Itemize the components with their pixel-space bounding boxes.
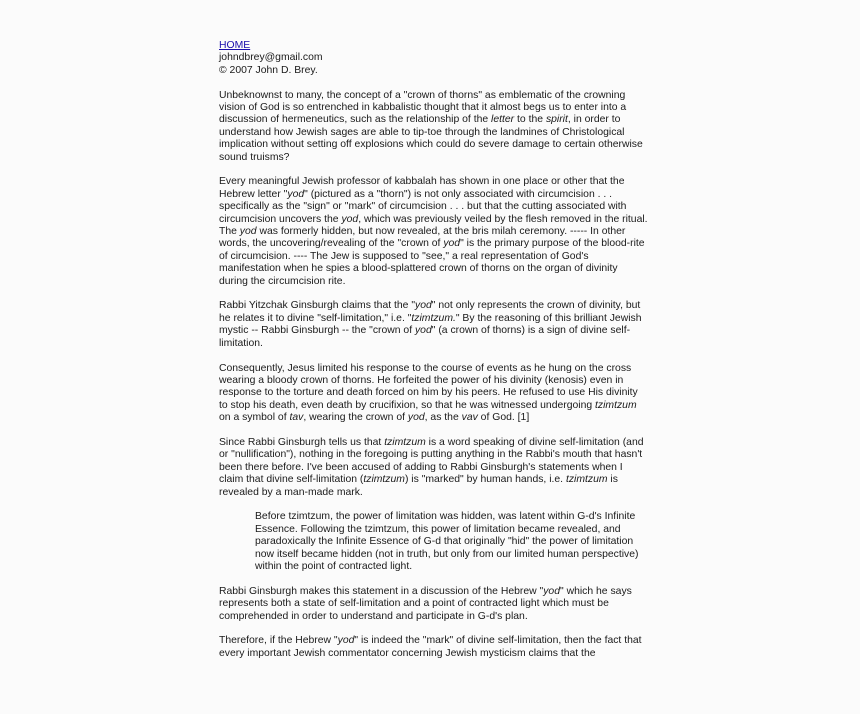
text-run: is a word speaking of divine self-limitation (and or "nullification"), nothing in the foregoing is putting anything in the Rabbi's mouth that hasn't been there before. I've been accused of adding to Rabbi Ginsburgh's statements when I claim that divine self-limitation ( (219, 436, 644, 486)
paragraph (219, 586, 649, 623)
paragraph (219, 90, 649, 164)
text-run: " By the reasoning of this brilliant Jewish mystic -- Rabbi Ginsburgh -- the "crown of (219, 312, 642, 337)
text-run: to the (514, 114, 546, 126)
italic-term: tav (289, 412, 304, 424)
text-run: on a symbol of (219, 412, 290, 424)
text-run: Consequently, Jesus limited his response to the course of events as he hung on the cross wearing a bloody crown of thorns. He forfeited the power of his divinity (kenosis) even in response to the torture and death forced on him by his peers. He refused to use His divinity to stop his death, even death by crucifixion, so that he was witnessed undergoing (219, 362, 638, 411)
italic-term: yod (287, 188, 305, 200)
text-run: " (pictured as a "thorn") is not only associated with circumcision . . . specifically as the "sign" or "mark" of circumcision . . . but that the cutting associated with circumcision uncovers the (219, 188, 627, 225)
text-run: " is indeed the "mark" of divine self-limitation, then the fact that every important Jewish commentator concerning Jewish mysticism claims that the (219, 635, 642, 659)
text-run: is revealed by a man-made mark. (219, 474, 618, 498)
italic-term: tzimtzum. (411, 312, 456, 324)
block-quote: Before tzimtzum, the power of limitation was hidden, was latent within G-d's Infinite Essence. Following the tzimtzum, this power of limitation became revealed, and paradoxically the Infinite Essence of G-d that originally "hid" the power of limitation now itself became hidden (not in truth, but only from our limited human perspective) within the point of contracted light. (255, 511, 639, 572)
copyright-notice: © 2007 John D. Brey. (219, 64, 318, 76)
italic-term: yod (239, 226, 257, 238)
text-run: Rabbi Yitzchak Ginsburgh claims that the " (219, 300, 416, 312)
italic-term: yod (443, 238, 461, 250)
text-run: Unbeknownst to many, the concept of a "crown of thorns" as emblematic of the crowning vision of God is so entrenched in kabbalistic thought that it almost begs us to enter into a discussion of hermeneutics, such as the relationship of the (219, 89, 627, 126)
text-run: " is the primary purpose of the blood-rite of circumcision. ---- The Jew is supposed to "see," a real representation of God's manifestation when he spies a blood-splattered crown of thorns on the organ of divinity during the circumcision rite. (219, 238, 645, 287)
paragraph (219, 635, 649, 660)
text-run: Every meaningful Jewish professor of kabbalah has shown in one place or other that the Hebrew letter " (219, 176, 625, 200)
document-header (219, 40, 649, 77)
text-run: , which was previously veiled by the flesh removed in the ritual. The (219, 213, 648, 238)
italic-term: spirit (545, 114, 568, 126)
italic-term: yod (543, 585, 560, 597)
document-page (219, 40, 649, 673)
paragraph (219, 300, 649, 350)
italic-term: yod (414, 325, 432, 337)
text-run: " not only represents the crown of divinity, but he relates it to divine "self-limitation," i.e. " (219, 300, 641, 324)
italic-term: tzimtzum (384, 436, 426, 448)
italic-term: yod (415, 300, 432, 312)
text-run: , in order to understand how Jewish sages are able to tip-toe through the landmines of Christological implication without setting off explosions which could do severe damage to certain otherwise sound truisms? (219, 114, 643, 163)
paragraph (219, 437, 649, 499)
italic-term: yod (337, 635, 355, 647)
italic-term: vav (461, 412, 478, 424)
text-run: of God. [1] (477, 412, 530, 424)
italic-term: tzimtzum (595, 399, 637, 411)
text-run: Therefore, if the Hebrew " (219, 635, 338, 647)
text-run: ) is "marked" by human hands, i.e. (404, 474, 566, 486)
italic-term: letter (491, 114, 515, 126)
text-run: , as the (424, 412, 462, 424)
home-link[interactable]: HOME (219, 40, 251, 51)
text-run: Since Rabbi Ginsburgh tells us that (219, 436, 385, 448)
paragraph (219, 363, 649, 425)
text-run: " which he says represents both a state of self-limitation and a point of contracted light which must be comprehended in order to understand and participate in G-d's plan. (219, 585, 632, 622)
paragraph (219, 176, 649, 288)
author-email: johndbrey@gmail.com (219, 52, 323, 64)
italic-term: yod (341, 213, 359, 225)
text-run: was formerly hidden, but now revealed, at the bris milah ceremony. ----- In other words, the uncovering/revealing of the "crown of (219, 226, 626, 250)
text-run: Rabbi Ginsburgh makes this statement in a discussion of the Hebrew " (219, 585, 544, 597)
italic-term: tzimtzum (565, 474, 608, 486)
text-run: , wearing the crown of (303, 412, 408, 424)
italic-term: yod (407, 412, 425, 424)
text-run: " (a crown of thorns) is a sign of divine self-limitation. (219, 325, 631, 349)
italic-term: tzimtzum (363, 474, 405, 486)
